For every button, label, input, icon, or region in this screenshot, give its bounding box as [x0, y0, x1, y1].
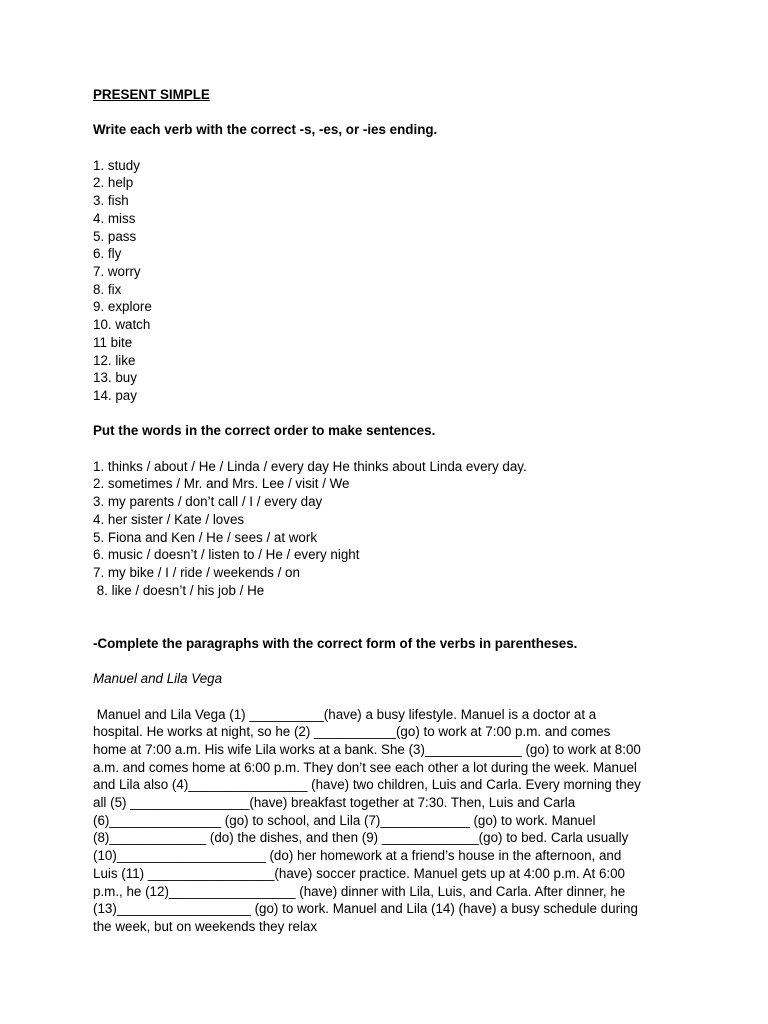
- paragraph-line: (10)____________________ (do) her homework at a friend’s house in the afternoon, and: [93, 848, 622, 864]
- worksheet-page: [93, 86, 683, 936]
- list-item: 1. thinks / about / He / Linda / every day He thinks about Linda every day.: [93, 458, 527, 474]
- list-item: 6. music / doesn’t / listen to / He / every night: [93, 547, 360, 563]
- paragraph-line: the week, but on weekends they relax: [93, 918, 318, 934]
- paragraph-line: p.m., he (12)_________________ (have) dinner with Lila, Luis, and Carla. After dinner, he: [93, 883, 626, 899]
- paragraph-line: home at 7:00 a.m. His wife Lila works at a bank. She (3)_____________ (go) to work at 8:00: [93, 741, 641, 757]
- list-item: 9. explore: [93, 299, 152, 315]
- paragraph-line: Manuel and Lila Vega (1) __________(have) a busy lifestyle. Manuel is a doctor at a: [93, 706, 597, 722]
- spacer: [93, 599, 683, 634]
- list-item: 14. pay: [93, 387, 137, 403]
- paragraph-subtitle: Manuel and Lila Vega: [93, 671, 223, 687]
- list-item: 12. like: [93, 352, 136, 368]
- spacer: [93, 405, 683, 423]
- paragraph-line: (6)_______________ (go) to school, and Lila (7)____________ (go) to work. Manuel: [93, 812, 596, 828]
- list-item: 4. miss: [93, 210, 136, 226]
- paragraph-line: Luis (11) _________________(have) soccer practice. Manuel gets up at 4:00 p.m. At 6:00: [93, 865, 626, 881]
- spacer: [93, 440, 683, 458]
- paragraph-line: all (5) ________________(have) breakfast together at 7:30. Then, Luis and Carla: [93, 795, 576, 811]
- list-item: 3. my parents / don’t call / I / every day: [93, 494, 323, 510]
- list-item: 10. watch: [93, 317, 151, 333]
- page-title: PRESENT SIMPLE: [93, 87, 210, 102]
- list-item: 1. study: [93, 157, 140, 173]
- sentence-list: [93, 458, 683, 600]
- spacer: [93, 104, 683, 122]
- section3-instruction: -Complete the paragraphs with the correct form of the verbs in parentheses.: [93, 635, 578, 651]
- list-item: 7. my bike / I / ride / weekends / on: [93, 564, 300, 580]
- list-item: 5. pass: [93, 228, 137, 244]
- paragraph-line: and Lila also (4)________________ (have) two children, Luis and Carla. Every morning they: [93, 777, 641, 793]
- section1-instruction: Write each verb with the correct -s, -es, or -ies ending.: [93, 122, 438, 138]
- verb-list: [93, 157, 683, 405]
- paragraph-line: (13)__________________ (go) to work. Manuel and Lila (14) (have) a busy schedule during: [93, 901, 638, 917]
- paragraph-line: (8)_____________ (do) the dishes, and then (9) _____________(go) to bed. Carla usually: [93, 830, 629, 846]
- cloze-paragraph: [93, 706, 683, 936]
- paragraph-line: hospital. He works at night, so he (2) ___________(go) to work at 7:00 p.m. and comes: [93, 724, 611, 740]
- spacer: [93, 139, 683, 157]
- list-item: 4. her sister / Kate / loves: [93, 511, 245, 527]
- section2-instruction: Put the words in the correct order to make sentences.: [93, 423, 436, 439]
- list-item: 13. buy: [93, 370, 137, 386]
- paragraph-line: a.m. and comes home at 6:00 p.m. They don’t see each other a lot during the week. Manuel: [93, 759, 637, 775]
- list-item: 7. worry: [93, 264, 141, 279]
- list-item: 8. like / doesn’t / his job / He: [93, 582, 265, 598]
- list-item: 2. help: [93, 175, 134, 191]
- list-item: 8. fix: [93, 281, 122, 297]
- list-item: 11 bite: [93, 334, 133, 350]
- list-item: 3. fish: [93, 193, 129, 209]
- list-item: 2. sometimes / Mr. and Mrs. Lee / visit / We: [93, 476, 350, 492]
- spacer: [93, 688, 683, 706]
- list-item: 5. Fiona and Ken / He / sees / at work: [93, 529, 318, 545]
- list-item: 6. fly: [93, 246, 122, 262]
- spacer: [93, 652, 683, 670]
